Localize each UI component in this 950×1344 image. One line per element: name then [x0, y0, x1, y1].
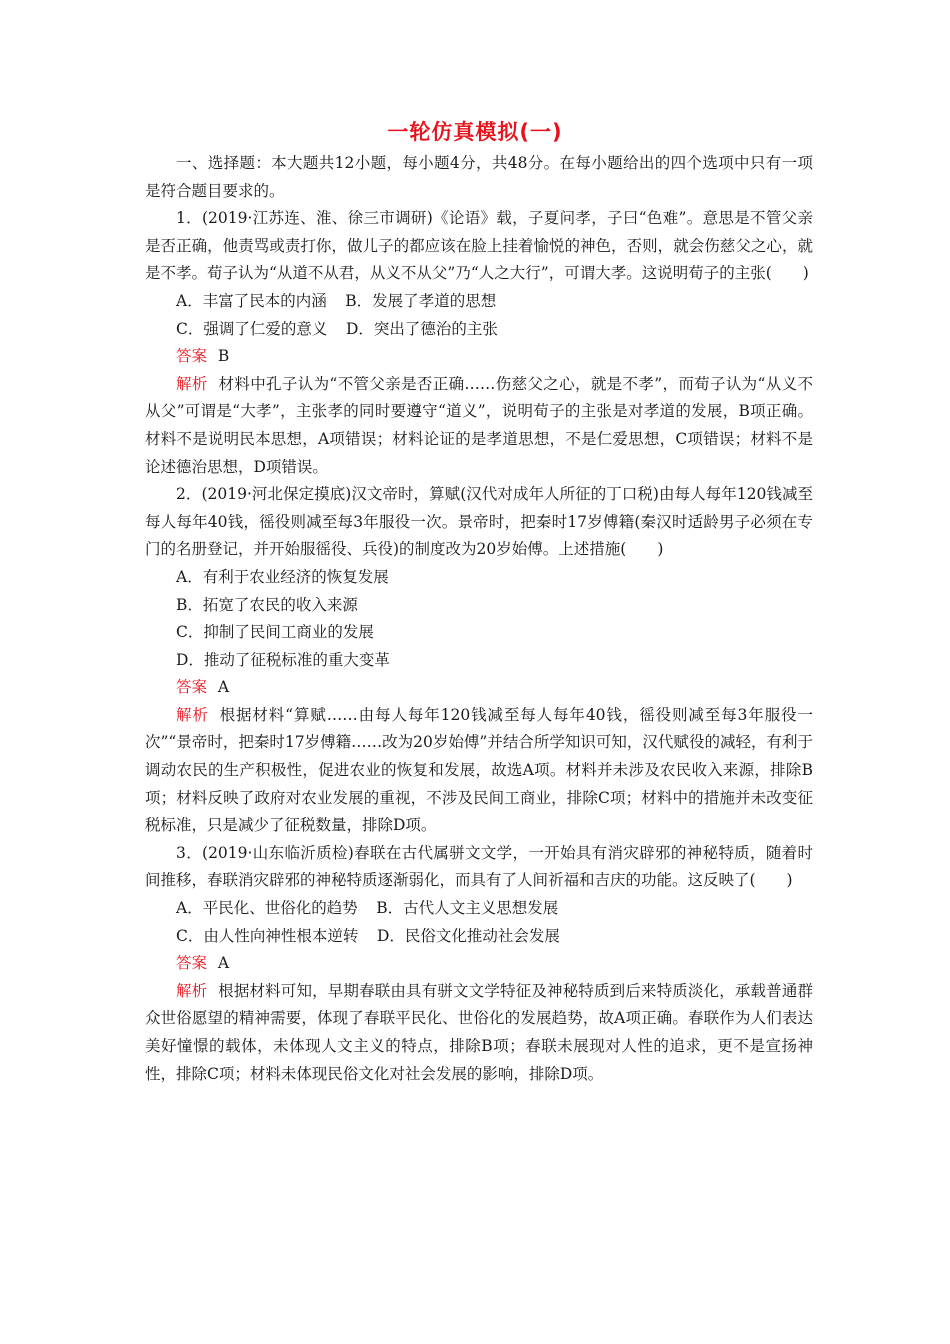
question-1-stem: 1．(2019·江苏连、淮、徐三市调研)《论语》载，子夏问孝，子曰“色难”。意思是不管父亲是否正确，他责骂或责打你，做儿子的都应该在脸上挂着愉悦的神色，否则，就会伤慈父之心，就是不孝。荀子认为“从道不从君，从义不从父”乃“人之大行”，可谓大孝。这说明荀子的主张( ) — [145, 209, 813, 283]
page-title: 一轮仿真模拟(一) — [387, 120, 563, 144]
question-2-analysis — [145, 702, 813, 840]
question-1-options-row-2 — [145, 316, 813, 344]
option-c: C．抑制了民间工商业的发展 — [176, 623, 374, 642]
answer-label: 答案 — [176, 678, 208, 697]
answer-label: 答案 — [176, 347, 208, 366]
option-b: B．古代人文主义思想发展 — [376, 899, 559, 918]
question-2-answer — [145, 674, 813, 702]
analysis-text: 材料中孔子认为“不管父亲是否正确……伤慈父之心，就是不孝”，而荀子认为“从义不从父”可谓是“大孝”，主张孝的同时要遵守“道义”，说明荀子的主张是对孝道的发展，B项正确。材料不是说明民本思想，A项错误；材料论证的是孝道思想，不是仁爱思想，C项错误；材料不是论述德治思想，D项错误。 — [145, 374, 813, 476]
option-a: A．有利于农业经济的恢复发展 — [176, 567, 389, 586]
section-intro: 一、选择题：本大题共12小题，每小题4分，共48分。在每小题给出的四个选项中只有一项是符合题目要求的。 — [145, 154, 813, 200]
option-b: B．拓宽了农民的收入来源 — [176, 595, 358, 614]
answer-value: A — [217, 954, 230, 973]
analysis-label: 解析 — [176, 981, 208, 1000]
question-1-analysis — [145, 371, 813, 481]
question-3-answer — [145, 950, 813, 978]
option-a: A．丰富了民本的内涵 — [176, 291, 327, 310]
option-c: C．由人性向神性根本逆转 — [176, 926, 359, 945]
answer-value: B — [217, 347, 230, 366]
option-d: D．民俗文化推动社会发展 — [376, 926, 560, 945]
question-2-stem: 2．(2019·河北保定摸底)汉文帝时，算赋(汉代对成年人所征的丁口税)由每人每年120钱减至每人每年40钱，徭役则减至每3年服役一次。景帝时，把秦时17岁傅籍(秦汉时适龄男子必须在专门的名册登记，并开始服徭役、兵役)的制度改为20岁始傅。上述措施( ) — [145, 485, 813, 559]
analysis-label: 解析 — [176, 374, 208, 393]
question-3-analysis — [145, 978, 813, 1088]
analysis-label: 解析 — [176, 705, 209, 724]
answer-label: 答案 — [176, 954, 208, 973]
option-b: B．发展了孝道的思想 — [345, 291, 497, 310]
document-body — [145, 150, 813, 1088]
question-3-stem: 3．(2019·山东临沂质检)春联在古代属骈文文学，一开始具有消灾辟邪的神秘特质，随着时间推移，春联消灾辟邪的神秘特质逐渐弱化，而具有了人间祈福和吉庆的功能。这反映了( ) — [145, 843, 813, 890]
answer-value: A — [217, 678, 230, 697]
question-3-options-row-2 — [145, 923, 813, 951]
option-a: A．平民化、世俗化的趋势 — [176, 899, 358, 918]
question-1-answer — [145, 343, 813, 371]
analysis-text: 根据材料“算赋……由每人每年120钱减至每人每年40钱，徭役则减至每3年服役一次”“景帝时，把秦时17岁傅籍……改为20岁始傅”并结合所学知识可知，汉代赋役的减轻，有利于调动农民的生产积极性，促进农业的恢复和发展，故选A项。材料并未涉及农民收入来源，排除B项；材料反映了政府对农业发展的重视，不涉及民间工商业，排除C项；材料中的措施并未改变征税标准，只是减少了征税数量，排除D项。 — [145, 705, 813, 835]
question-3-options-row-1 — [145, 895, 813, 923]
option-d: D．推动了征税标准的重大变革 — [176, 650, 390, 669]
option-d: D．突出了德治的主张 — [345, 319, 498, 338]
question-1-options-row-1 — [145, 288, 813, 316]
analysis-text: 根据材料可知，早期春联由具有骈文文学特征及神秘特质到后来特质淡化，承载普通群众世俗愿望的精神需要，体现了春联平民化、世俗化的发展趋势，故A项正确。春联作为人们表达美好憧憬的载体，未体现人文主义的特点，排除B项；春联未展现对人性的追求，更不是宣扬神性，排除C项；材料未体现民俗文化对社会发展的影响，排除D项。 — [145, 981, 813, 1083]
option-c: C．强调了仁爱的意义 — [176, 319, 328, 338]
